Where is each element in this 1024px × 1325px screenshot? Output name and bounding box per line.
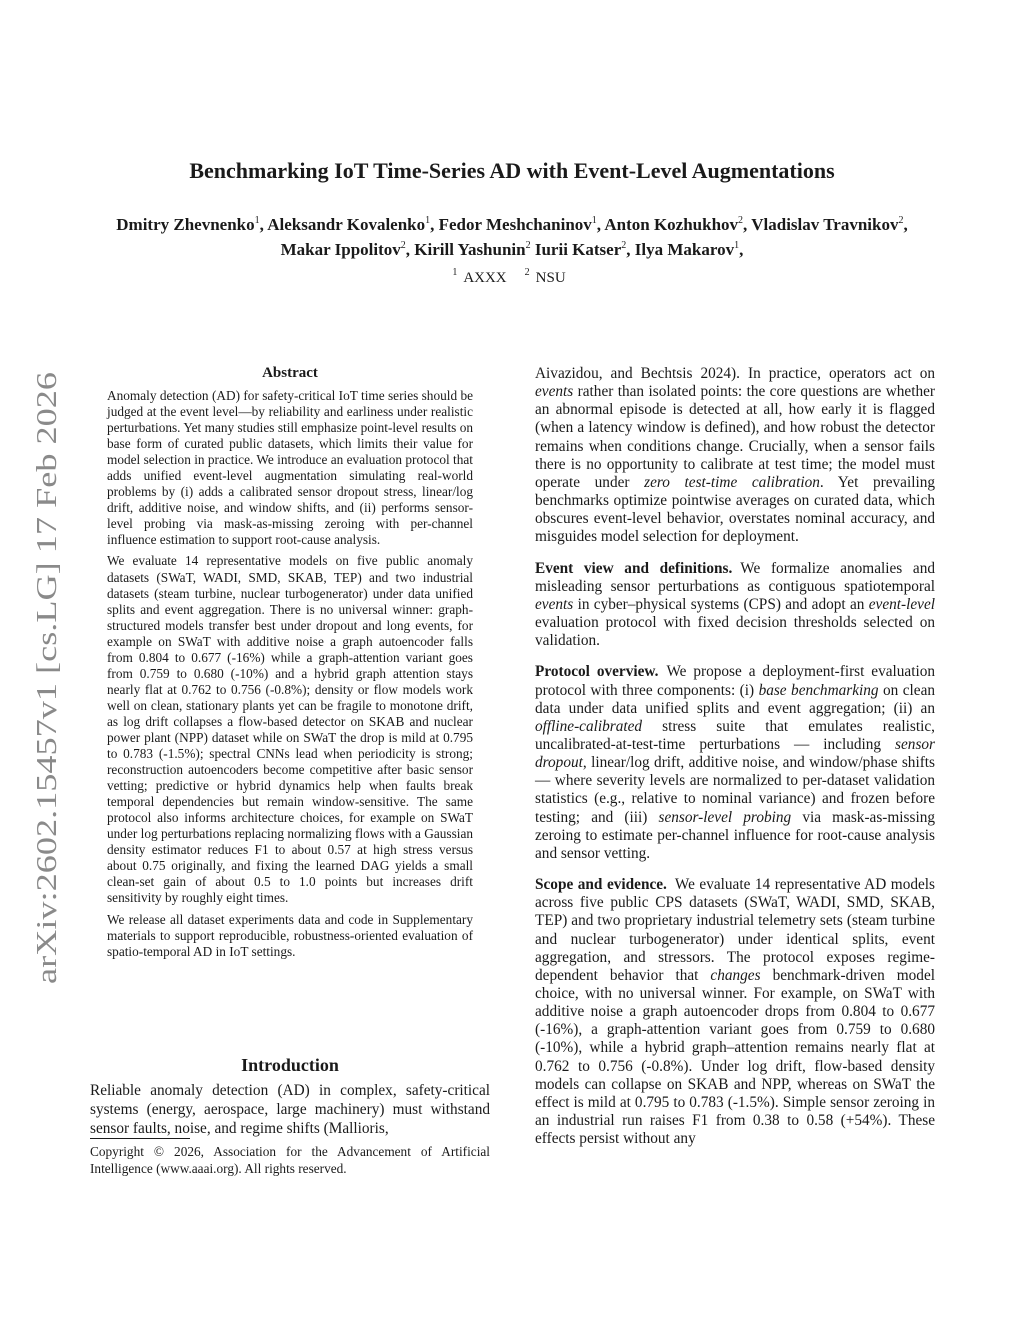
- author-affiliation-mark: 1: [591, 215, 597, 226]
- author: Ilya Makarov$^1$,: [634, 240, 744, 259]
- introduction-paragraph: Reliable anomaly detection (AD) in complex, safety-critical systems (energy, aerospace, large machinery) must withstand sensor faults, noise, and regime shifts (Mallioris,: [90, 1082, 490, 1137]
- body-paragraph: Aivazidou, and Bechtsis 2024). In practice, operators act on events rather than isolated points: the core questions are whether an abnormal episode is detected at all, how early it is flagged (when a latency window is defined), and how robust the detector remains when conditions change. Crucially, when a sensor fails there is no opportunity to calibrate at test time; the model must operate under zero test-time calibration. Yet prevailing benchmarks optimize pointwise averages on curated data, which obscures event-level behavior, overstates nominal accuracy, and misguides model selection for deployment.: [535, 365, 935, 546]
- author-affiliation-mark: 1: [425, 215, 431, 226]
- right-column: [535, 365, 935, 1161]
- author-name: Vladislav Travnikov: [751, 215, 899, 234]
- author-affiliation-mark: 2: [525, 240, 531, 251]
- arxiv-id: arXiv:2602.15457v1 [cs.LG] 17 Feb 2026: [32, 511, 63, 984]
- emphasis: zero test-time calibration: [644, 473, 820, 491]
- author-name: Iurii Katser: [534, 240, 622, 259]
- emphasis: base benchmarking: [758, 681, 879, 699]
- author: Aleksandr Kovalenko$^1$,: [267, 215, 439, 234]
- author: [414, 240, 535, 259]
- author-affiliation-mark: 2: [738, 215, 744, 226]
- abstract-section: [107, 364, 473, 965]
- paper-title: Benchmarking IoT Time-Series AD with Event-Level Augmentations: [189, 158, 835, 183]
- emphasis: sensor dropout: [535, 735, 935, 772]
- author-name: Fedor Meshchaninov: [438, 215, 592, 234]
- author-affiliation-mark: 1: [254, 215, 260, 226]
- abstract-heading: Abstract: [262, 365, 318, 381]
- affiliation: $^2$ NSU: [524, 267, 566, 286]
- author: Fedor Meshchaninov$^1$,: [438, 215, 605, 234]
- emphasis: event-level: [868, 595, 935, 613]
- author-affiliation-mark: 1: [734, 240, 740, 251]
- author: Dmitry Zhevnenko$^1$,: [116, 215, 268, 234]
- author: Makar Ippolitov$^2$,: [280, 240, 415, 259]
- emphasis: events: [535, 595, 574, 613]
- emphasis: events: [535, 383, 574, 401]
- author-name: Anton Kozhukhov: [604, 215, 739, 234]
- author-name: Ilya Makarov: [634, 240, 735, 259]
- body-paragraph: Event view and definitions. We formalize anomalies and misleading sensor perturbations as contiguous spatiotemporal events in cyber–physical systems (CPS) and adopt an event-level evaluation protocol with fixed decision thresholds selected on validation.: [535, 559, 935, 650]
- affiliation-list: [90, 267, 934, 287]
- emphasis: offline-calibrated: [535, 717, 643, 735]
- abstract-paragraph: Anomaly detection (AD) for safety-critical IoT time series should be judged at the event level—by reliability and earliness under realistic perturbations. Yet many studies still emphasize point-level results on base form of curated public datasets, which limits their value for model selection in practice. We introduce an evaluation protocol that adds unified event-level augmentation simulating real-world problems by (i) adds a calibrated sensor dropout stress, linear/log drift, additive noise, and window shifts, and (ii) performs sensor-level probing via mask-as-missing zeroing with per-channel influence estimation to support root-cause analysis.: [107, 388, 473, 548]
- author-name: Kirill Yashunin: [414, 240, 526, 259]
- author-name: Makar Ippolitov: [280, 240, 401, 259]
- author-affiliation-mark: 2: [898, 215, 904, 226]
- author-affiliation-mark: 2: [621, 240, 627, 251]
- abstract-paragraph: We evaluate 14 representative models on five public anomaly datasets (SWaT, WADI, SMD, SKAB, TEP) and two industrial datasets (steam turbine, nuclear turbogenerator) under data unified splits and event aggregation. There is no universal winner: graph-structured models transfer best under dropout and long events, for example on SWaT with additive noise a graph autoencoder falls from 0.804 to 0.677 (-16%) while a graph-attention variant goes from 0.759 to 0.680 (-10%) and a hybrid graph attention stays nearly flat at 0.762 to 0.756 (-0.8%); density or flow models work well on clean, stationary plants yet can be fragile to monotone drift, as log drift collapses a flow-based detector on SKAB and nuclear power plant (NPP) dataset while on SWaT the drop is mild at 0.795 to 0.783 (-1.5%); spectral CNNs lead when periodicity is strong; reconstruction autoencoders become competitive after basic sensor vetting; predictive or hybrid dynamics help when faults break temporal dependencies but remain window-sensitive. The same protocol also informs architecture choices, for example on SWaT under log perturbations replacing normalizing flows with a Gaussian density estimator reduces F1 to about 0.57 at high stress versus about 0.75 originally, and fixing the learned DAG yields a small clean-set gain of about 0.5 to 1.0 points but increases drift sensitivity by roughly eight times.: [107, 553, 473, 906]
- abstract-paragraph: We release all dataset experiments data and code in Supplementary materials to support reproducible, robustness-oriented evaluation of spatio-temporal AD in IoT settings.: [107, 911, 473, 959]
- author-name: Aleksandr Kovalenko: [267, 215, 426, 234]
- emphasis: changes: [710, 966, 761, 984]
- author-affiliation-mark: 2: [400, 240, 406, 251]
- author: Iurii Katser$^2$,: [534, 240, 635, 259]
- emphasis: sensor-level probing: [658, 808, 792, 826]
- body-paragraph: Protocol overview. We propose a deployment-first evaluation protocol with three components: (i) base benchmarking on clean data under data unified splits and event aggregation; (ii) an offline-calibrated stress suite that emulates realistic, uncalibrated-at-test-time perturbations — including sensor dropout, linear/log drift, additive noise, and window/phase shifts — where severity levels are normalized to per-dataset validation statistics (e.g., relative to nominal variance) and frozen before testing; and (iii) sensor-level probing via mask-as-missing zeroing to estimate per-channel influence for root-cause analysis and sensor vetting.: [535, 663, 936, 862]
- copyright-footnote: [90, 1138, 490, 1177]
- author: Vladislav Travnikov$^2$,: [751, 215, 908, 234]
- author-name: Dmitry Zhevnenko: [116, 215, 255, 234]
- author-list: [90, 212, 934, 262]
- introduction-section: [90, 1054, 490, 1138]
- paragraph-heading: Protocol overview.: [535, 663, 659, 681]
- author: Anton Kozhukhov$^2$,: [604, 215, 752, 234]
- affiliation: $^1$ AXXX: [452, 267, 507, 286]
- paragraph-heading: Scope and evidence.: [535, 876, 667, 894]
- copyright-text: Copyright © 2026, Association for the Advancement of Artificial Intelligence (www.aaai.org). All rights reserved.: [90, 1144, 490, 1176]
- paragraph-heading: Event view and definitions.: [535, 559, 733, 577]
- introduction-heading: Introduction: [241, 1055, 339, 1075]
- body-paragraph: Scope and evidence. We evaluate 14 representative AD models across five public CPS datasets (SWaT, WADI, SMD, SKAB, TEP) and two proprietary industrial telemetry sets (steam turbine and nuclear turbogenerator) under identical splits, event aggregation, and stressors. The protocol exposes regime-dependent behavior that changes benchmark-driven model choice, with no universal winner. For example, on SWaT with additive noise a graph autoencoder drops from 0.804 to 0.677 (-16%), a graph-attention variant goes from 0.759 to 0.680 (-10%), while a hybrid graph–attention remains nearly flat at 0.762 to 0.756 (-0.8%). Under log drift, flow-based density models can collapse on SKAB and NPP, whereas on SWaT the effect is mild at 0.795 to 0.783 (-1.5%). Simple sensor zeroing in an industrial run raises F1 from 0.38 to 0.58 (+54%). These effects persist without any: [535, 876, 935, 1148]
- arxiv-stamp: [18, 372, 74, 984]
- footnote-rule: [90, 1138, 190, 1139]
